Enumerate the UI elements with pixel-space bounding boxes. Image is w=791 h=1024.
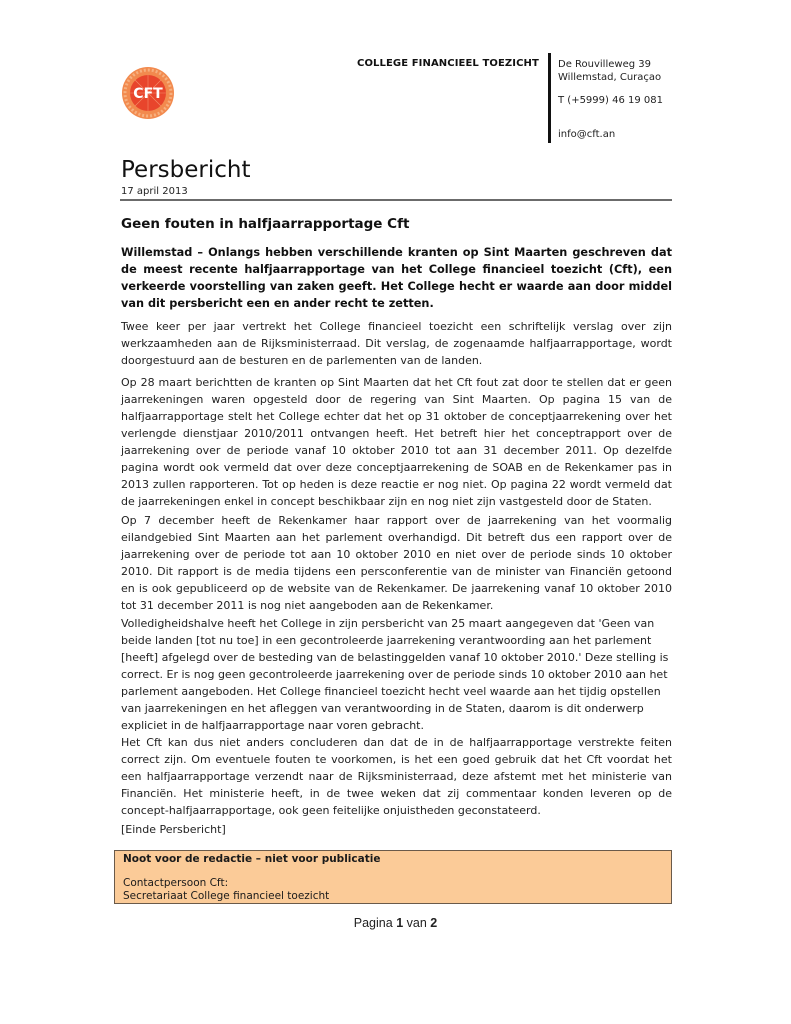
- page-separator: van: [406, 916, 427, 930]
- headline: Geen fouten in halfjaarrapportage Cft: [121, 216, 410, 232]
- note-contact-label: Contactpersoon Cft:: [123, 877, 229, 889]
- body-paragraph: Het Cft kan dus niet anders concluderen dan dat de in de halfjaarrapportage verstrekte feiten correct zijn. Om eventuele fouten te voorkomen, is het een goed gebruik dat het Cft voordat het een halfjaarrapportage verzendt naar de Rijksministerraad, deze afstemt met het ministerie van Financiën. Het ministerie heeft, in de twee weken dat zij commentaar konden leveren op de concept-halfjaarrapportage, ook geen feitelijke onjuistheden geconstateerd.: [121, 736, 672, 817]
- logo-text: CFT: [133, 86, 163, 102]
- email-link[interactable]: info@cft.an: [558, 129, 616, 140]
- end-marker: [Einde Persbericht]: [121, 823, 226, 836]
- phone-number: T (+5999) 46 19 081: [558, 95, 663, 106]
- address-line-2: Willemstad, Curaçao: [558, 72, 662, 83]
- page-indicator: [0, 916, 791, 930]
- editorial-note-box: [114, 850, 672, 904]
- document-date: 17 april 2013: [121, 186, 188, 197]
- current-page: 1: [396, 916, 404, 930]
- address-line-1: De Rouvilleweg 39: [558, 59, 651, 70]
- body-paragraph: Op 7 december heeft de Rekenkamer haar rapport over de jaarrekening van het voormalig eilandgebied Sint Maarten aan het parlement overhandigd. Dit betreft dus een rapport over de jaarrekening over de periode tot aan 10 oktober 2010 en niet over de periode sinds 10 oktober 2010. Dit rapport is de media tijdens een persconferentie van de minister van Financiën getoond en is ook gepubliceerd op de website van de Rekenkamer. De jaarrekening vanaf 10 oktober 2010 tot 31 december 2011 is nog niet aangeboden aan de Rekenkamer.: [121, 514, 672, 612]
- total-pages: 2: [430, 916, 438, 930]
- cft-logo-icon: [121, 66, 175, 120]
- lead-paragraph: Willemstad – Onlangs hebben verschillende kranten op Sint Maarten geschreven dat de meest recente halfjaarrapportage van het College financieel toezicht (Cft), een verkeerde voorstelling van zaken geeft. Het College hecht er waarde aan door middel van dit persbericht een en ander recht te zetten.: [121, 246, 672, 310]
- note-contact-value: Secretariaat College financieel toezicht: [123, 890, 330, 902]
- title-rule: [120, 199, 672, 201]
- organization-name: COLLEGE FINANCIEEL TOEZICHT: [357, 58, 539, 69]
- note-title: Noot voor de redactie – niet voor publicatie: [123, 853, 381, 865]
- contact-block: [558, 58, 663, 140]
- body-paragraph: Twee keer per jaar vertrekt het College financieel toezicht een schriftelijk verslag over zijn werkzaamheden aan de Rijksministerraad. Dit verslag, de zogenaamde halfjaarrapportage, wordt doorgestuurd aan de besturen en de parlementen van de landen.: [121, 320, 672, 367]
- page-prefix: Pagina: [353, 916, 393, 930]
- body-paragraph: Op 28 maart berichtten de kranten op Sint Maarten dat het Cft fout zat door te stellen dat er geen jaarrekeningen waren opgesteld door de regering van Sint Maarten. Op pagina 15 van de halfjaarrapportage stelt het College echter dat het op 31 oktober de conceptjaarrekening over het verlengde dienstjaar 2010/2011 ontvangen heeft. Het betreft hier het conceptrapport over de jaarrekening over de periode vanaf 10 oktober 2010 tot aan 31 december 2011. Op dezelfde pagina wordt ook vermeld dat over deze conceptjaarrekening de SOAB en de Rekenkamer pas in 2013 zullen rapporteren. Tot op heden is deze reactie er nog niet. Op pagina 22 wordt vermeld dat de jaarrekeningen enkel in concept beschikbaar zijn en nog niet zijn vastgesteld door de Staten.: [121, 376, 672, 508]
- document-type-title: Persbericht: [121, 157, 251, 183]
- header-divider: [548, 53, 551, 143]
- body-paragraph: Volledigheidshalve heeft het College in zijn persbericht van 25 maart aangegeven dat 'Geen van beide landen [tot nu toe] in een gecontroleerde jaarrekening verantwoording aan het parlement [heeft] afgelegd over de besteding van de belastinggelden vanaf 10 oktober 2010.' Deze stelling is correct. Er is nog geen gecontroleerde jaarrekening over de periode sinds 10 oktober 2010 aan het parlement aangeboden. Het College financieel toezicht hecht veel waarde aan het tijdig opstellen van jaarrekeningen en het afleggen van verantwoording in de Staten, daarom is dit onderwerp expliciet in de halfjaarrapportage naar voren gebracht.: [121, 617, 669, 732]
